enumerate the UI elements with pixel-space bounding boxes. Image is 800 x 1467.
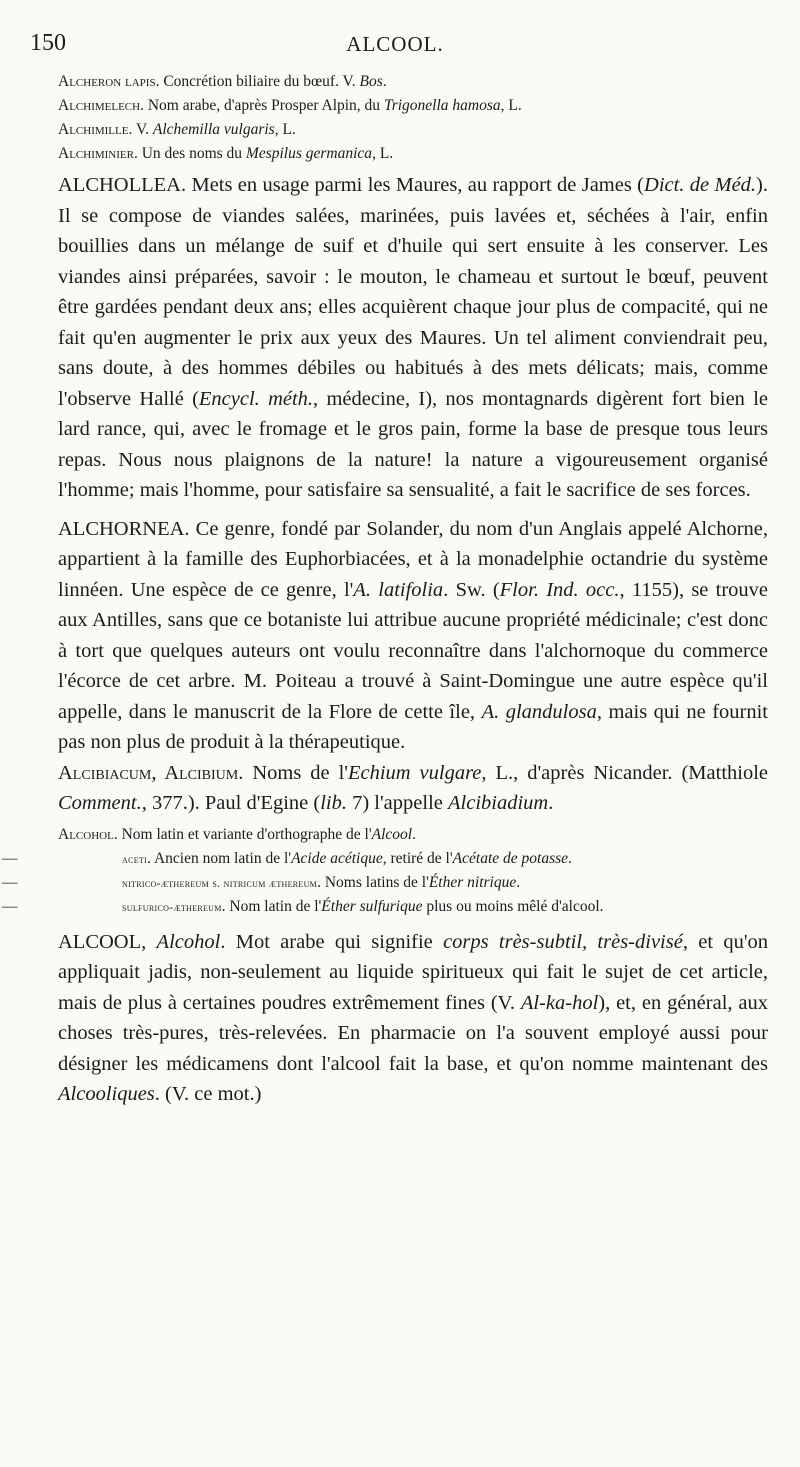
entry-text: , retiré de l' [382,849,453,867]
entry-text: . Nom latin de l' [221,897,322,915]
entry-italic: A. latifolia [353,578,444,601]
entry-text: . V. [128,121,153,138]
entry-alcibiacum [30,758,768,819]
entry-alcheron [30,70,768,94]
entry-text: . Concrétion biliaire du bœuf. V. [155,73,360,90]
entry-text: . Nom arabe, d'après Prosper Alpin, du [140,97,384,114]
entry-italic: Alcool [371,825,413,843]
subentry-dash: — [2,849,18,867]
entry-text: , L., d'après Nicander. (Matthiole [481,761,769,784]
entry-text: . [382,73,387,90]
entry-italic: Encycl. méth. [198,387,314,410]
entry-text: , L. [274,121,296,138]
entry-italic: Al-ka-hol [520,991,599,1014]
entry-alchollea [30,170,768,506]
entry-term: Alchiminier [58,145,134,162]
entry-italic: Alcooliques [58,1083,155,1105]
entry-text: . Sw. ( [443,578,500,601]
entry-text: ), et, en général, aux choses très-pures, très-relevées. En pharmacie on l'a souvent employé aussi pour désigner les médicamens dont l'alcool fait la base, et qu'on nomme maintenant des [58,991,768,1075]
entry-alcool [30,927,768,1110]
entry-text: . [548,792,554,814]
entry-italic: Alcibiadium [448,792,549,814]
entry-italic: Flor. Ind. occ. [499,578,620,601]
entry-italic: Éther nitrique [428,873,517,891]
entry-text: . [568,849,572,867]
entry-italic: Echium vulgare [347,761,482,784]
entry-alcohol [30,823,768,847]
page-number: 150 [30,30,66,56]
entry-text: 7) l'appelle [346,792,448,814]
entry-text: , L. [500,97,522,114]
entry-italic: corps très-subtil, très-divisé [443,930,683,953]
subentry-term: sulfurico-æthereum [122,899,222,914]
entry-alchimille [30,118,768,142]
entry-text: . [412,825,416,843]
entry-text: , et qu'on appliquait jadis, non-seulement au liquide spiritueux qui fait le sujet de cet article, mais de plus à certaines poudres extrêmement fines (V. [58,930,769,1014]
entry-italic: Alcohol [156,930,221,953]
page-header [30,30,760,60]
entry-text: ). Il se compose de viandes salées, marinées, puis lavées et, séchées à l'air, enfin bouillies dans un mélange de suif et d'huile qui sert ensuite à les conserver. Les viandes ainsi préparées, savoir : le mouton, le chameau et surtout le bœuf, peuvent être gardées pendant deux ans; elles acquièrent chaque jour plus de compacité, qui ne fait qu'en augmenter le prix aux yeux des Maures. Un tel aliment conviendrait peu, sans doute, à des hommes débiles ou habitués à des mets délicats; mais, comme l'observe Hallé ( [58,174,768,410]
entry-italic: Trigonella hamosa [383,97,501,114]
entry-text: . (V. ce mot.) [154,1083,262,1105]
entry-term: ALCHOLLEA [58,174,181,196]
subentry-term: aceti [122,851,148,866]
entry-text: , 1155), se trouve aux Antilles, sans que ce botaniste lui attribue aucune propriété médicinale; c'est donc à tort que quelques auteurs ont voulu reconnaître dans l'alchornoque du commerce l'écorce de cet arbre. M. Poiteau a trouvé à Saint-Domingue une autre espèce qu'il appelle, dans le manuscrit de la Flore de cette île, [58,578,769,723]
entry-text: . Noms de l' [238,761,348,784]
entry-alchimelech [30,94,768,118]
entry-text: , mais qui ne fournit pas non plus de produit à la thérapeutique. [58,700,768,753]
entry-term: Alchimille [58,121,129,138]
entry-text: plus ou moins mêlé d'alcool. [422,897,604,915]
entry-alchiminier [30,142,768,166]
entry-italic: lib. [320,792,347,814]
entry-term: ALCHORNEA [58,517,185,540]
entry-italic: Bos [359,73,383,90]
subentry-dash: — [2,897,18,915]
entry-text: , L. [372,145,394,162]
entry-italic: Comment. [58,792,142,814]
entry-term: Alcheron lapis [58,73,156,90]
entry-italic: Mespilus germanica [245,145,373,162]
entry-text: . Un des noms du [133,145,246,162]
page-body [2,70,769,1110]
subentry-aceti [2,847,768,871]
entry-text: , [141,930,157,953]
entry-italic: A. glandulosa [481,700,597,723]
entry-italic: Dict. de Méd. [644,174,757,196]
running-title: ALCOOL. [346,32,444,56]
entry-italic: Acétate de potasse [452,849,569,867]
entry-text: . [516,873,521,891]
entry-text: . Mot arabe qui signifie [220,930,444,953]
entry-term: Alcohol [58,825,114,843]
entry-italic: Alchemilla vulgaris [152,121,275,138]
entry-italic: Acide acétique [291,849,383,867]
entry-text: , 377.). Paul d'Egine ( [141,792,321,814]
entry-text: . Nom latin et variante d'orthographe de l' [113,825,372,843]
entry-italic: Éther sulfurique [321,897,423,915]
entry-text: . Ancien nom latin de l' [147,849,292,867]
entry-text: , médecine, I), nos montagnards digèrent fort bien le lard rance, qui, avec le fromage et le gros pain, forme la base de presque tous leurs repas. Nous nous plaignons de la nature! la nature a vigoureusement organisé l'homme; mais l'homme, pour satisfaire sa sensualité, a fait le sacrifice de ses forces. [58,387,768,501]
entry-alchornea [30,514,768,758]
entry-term: Alchimelech [58,97,141,114]
subentry-nitrico [2,871,768,895]
entry-term: ALCOOL [58,930,142,953]
subentry-term: nitrico-æthereum s. nitricum æthereum [122,875,318,890]
entry-text: . Ce genre, fondé par Solander, du nom d'un Anglais appelé Alchorne, appartient à la famille des Euphorbiacées, et à la monadelphie octandrie du système linnéen. Une espèce de ce genre, l' [58,517,768,601]
entry-term: Alcibiacum, Alcibium [58,761,239,784]
entry-text: . Noms latins de l' [317,873,429,891]
subentry-dash: — [2,873,18,891]
subentry-sulfurico [2,895,768,919]
entry-text: . Mets en usage parmi les Maures, au rapport de James ( [180,174,645,196]
